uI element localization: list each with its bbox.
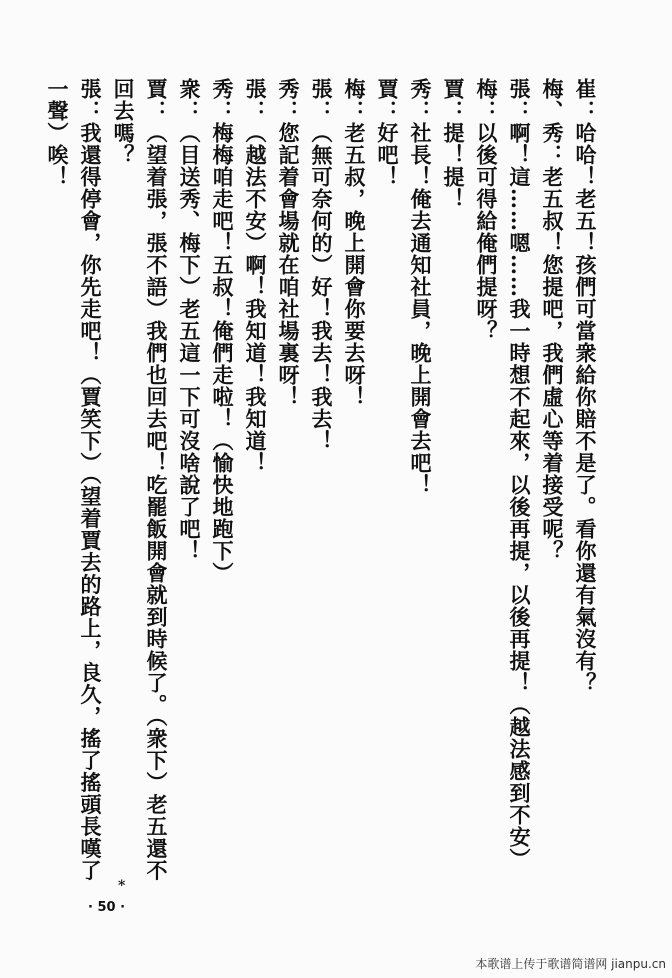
script-line: 梅：以後可得給俺們提呀？ [474, 78, 499, 342]
script-line: 秀：梅梅咱走吧！五叔！俺們走啦！（愉快地跑下） [210, 78, 235, 584]
script-line: 秀：社長！俺去通知社員，晚上開會去吧！ [408, 78, 433, 496]
script-line: 崔：哈哈！老五！孩們可當衆給你賠不是了。看你還有氣沒有？ [573, 78, 598, 694]
script-line: 賈：（望着張，張不語）我們也回去吧！吃罷飯開會就到時候了。（衆下）老五還不回去嗎？ [111, 78, 169, 882]
script-line: 張：（無可奈何的）好！我去！我去！ [309, 78, 334, 452]
script-line: 梅：老五叔，晚上開會你要去呀！ [342, 78, 367, 408]
script-line: 秀：您記着會場就在咱社場裏呀！ [276, 78, 301, 408]
footnote-mark: * [118, 878, 126, 894]
watermark-text: 本歌谱上传于歌谱简谱网 jianpu.cn [475, 957, 666, 971]
script-text [41, 78, 602, 898]
script-line: 張：我還得停會，你先走吧！（賈笑下）（望着賈去的路上，良久，搖了搖頭長嘆了一聲）唉！ [45, 78, 103, 882]
script-line: 張：啊！這……嗯……我一時想不起來，以後再提，以後再提！（越法感到不安） [507, 78, 532, 870]
script-line: 賈：好吧！ [375, 78, 400, 188]
script-line: 張：（越法不安）啊！我知道！我知道！ [243, 78, 268, 474]
script-line: 賈：提！提！ [441, 78, 466, 210]
script-line: 梅、秀：老五叔！您提吧，我們虛心等着接受呢？ [540, 78, 565, 562]
script-line: 衆：（目送秀、梅下）老五這一下可沒啥說了吧！ [177, 78, 202, 562]
page-number: · 50 · [88, 900, 126, 915]
